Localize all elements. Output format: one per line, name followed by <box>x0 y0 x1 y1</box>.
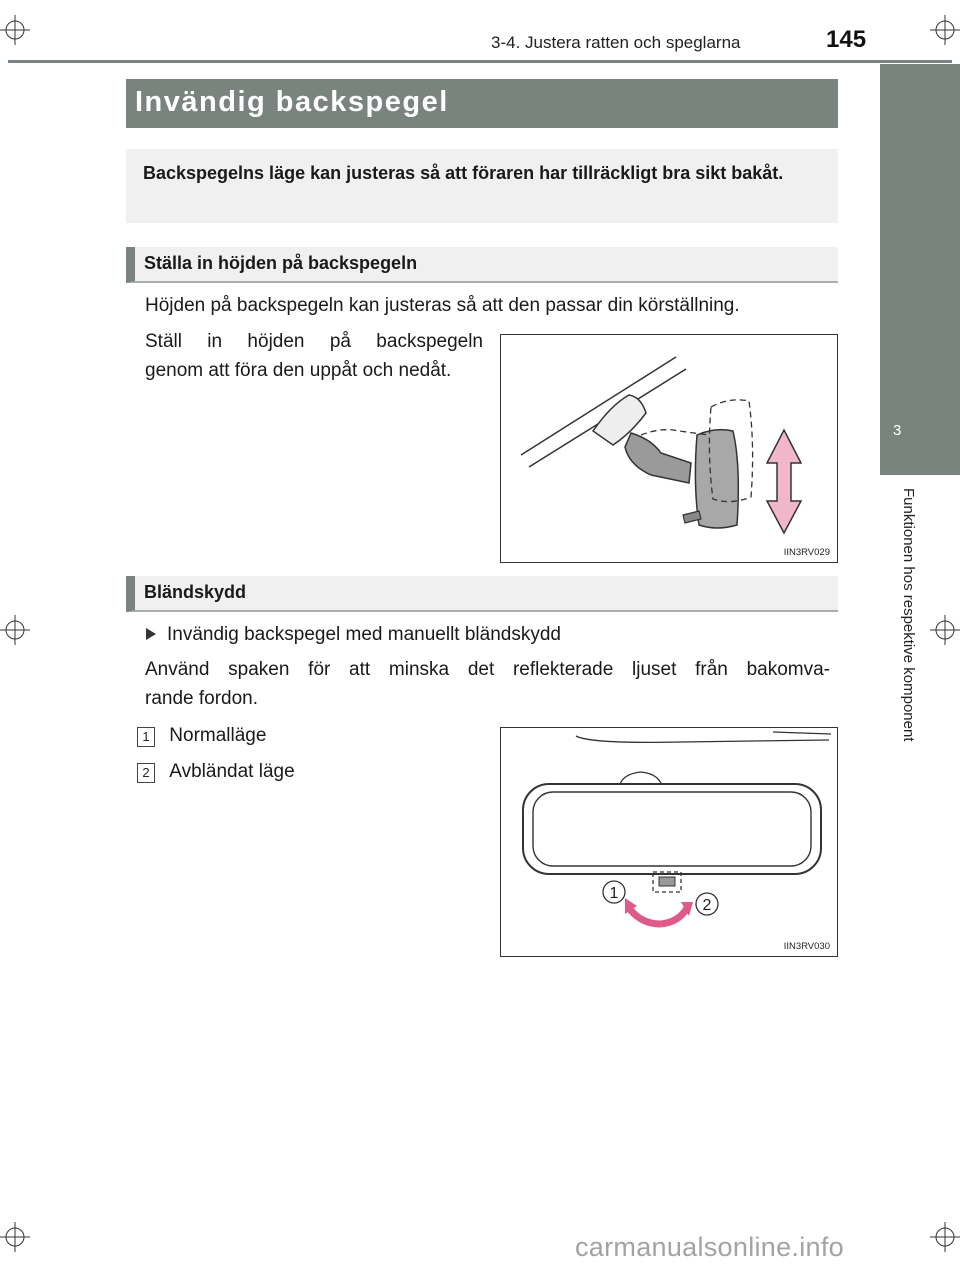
bullet-text: Invändig backspegel med manuellt bländskydd <box>167 624 561 645</box>
section1-instruction-line2: genom att föra den uppåt och nedåt. <box>145 360 452 381</box>
figure-mirror-antiglare <box>500 727 838 957</box>
intro-box: Backspegelns läge kan justeras så att föraren har tillräckligt bra sikt bakåt. <box>126 149 838 223</box>
list-item <box>137 721 266 750</box>
item-label: Avbländat läge <box>169 761 295 782</box>
registration-mark <box>0 1222 30 1252</box>
figure-mirror-height <box>500 334 838 563</box>
registration-mark <box>930 15 960 45</box>
page-title: Invändig backspegel <box>126 79 838 128</box>
section2-paragraph-line1: Använd spaken för att minska det reflekterade ljuset från bakomva- <box>145 659 830 680</box>
registration-mark <box>0 615 30 645</box>
section2-paragraph-line2: rande fordon. <box>145 688 259 709</box>
item-label: Normalläge <box>169 725 267 746</box>
list-item <box>137 757 295 786</box>
figure-code: IIN3RV030 <box>783 941 830 952</box>
callout-2: 2 <box>702 897 712 914</box>
bullet-item <box>145 620 561 649</box>
registration-mark <box>930 1222 960 1252</box>
mirror-height-illustration <box>501 335 836 561</box>
section1-paragraph: Höjden på backspegeln kan justeras så att den passar din körställning. <box>145 295 740 316</box>
chapter-title: Funktionen hos respektive komponent <box>900 488 917 742</box>
chapter-tab <box>880 64 960 475</box>
bullet-triangle-icon <box>145 627 157 641</box>
mirror-antiglare-illustration <box>501 728 836 955</box>
registration-mark <box>0 15 30 45</box>
running-head: 3-4. Justera ratten och speglarna <box>491 33 741 52</box>
item-number-badge: 2 <box>137 763 155 783</box>
registration-mark <box>930 615 960 645</box>
watermark[interactable]: carmanualsonline.info <box>575 1232 844 1262</box>
section-heading-antiglare: Bländskydd <box>126 576 838 612</box>
page-number: 145 <box>826 26 867 53</box>
header-rule <box>8 60 952 63</box>
chapter-number: 3 <box>893 422 902 439</box>
section-heading-height: Ställa in höjden på backspegeln <box>126 247 838 283</box>
item-number-badge: 1 <box>137 727 155 747</box>
section1-instruction-line1: Ställ in höjden på backspegeln <box>145 331 483 352</box>
callout-1: 1 <box>609 885 619 902</box>
figure-code: IIN3RV029 <box>783 547 830 558</box>
